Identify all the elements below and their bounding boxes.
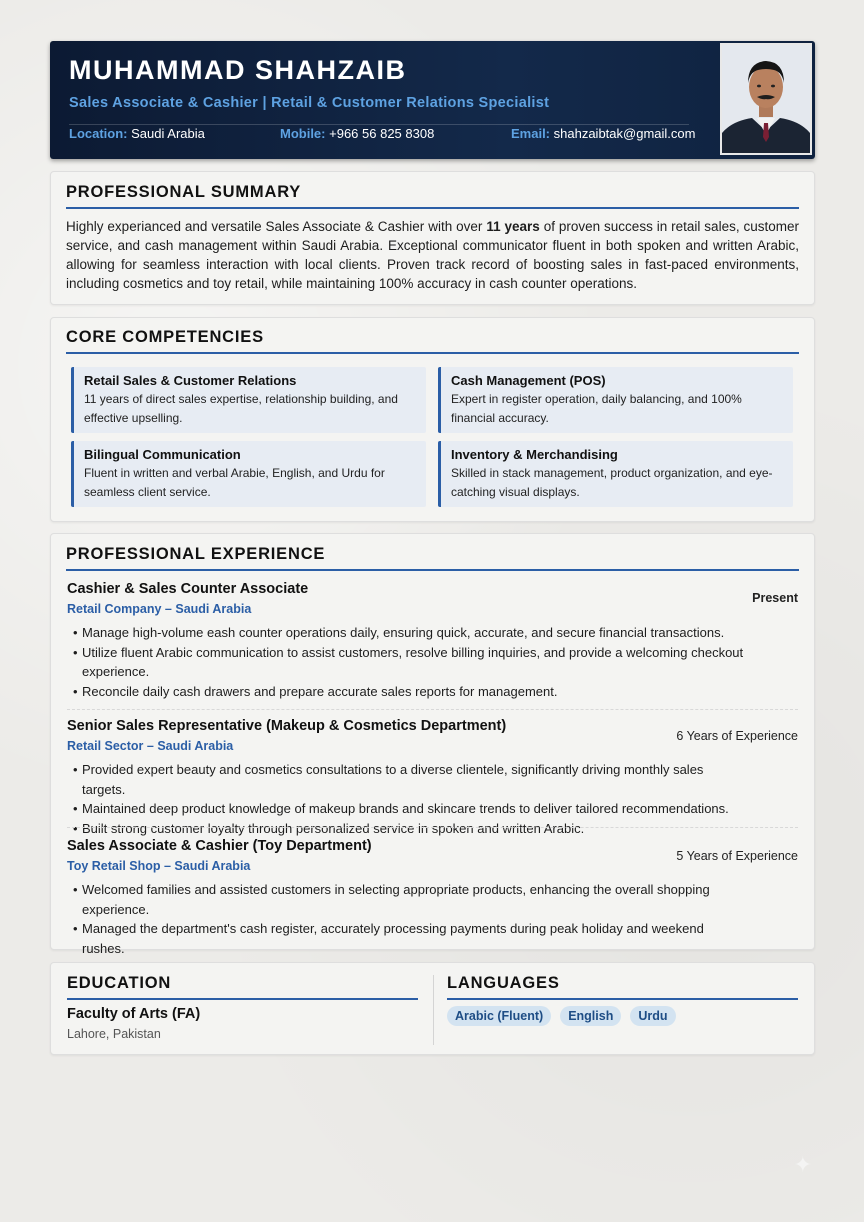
job-company: Retail Sector – Saudi Arabia: [67, 739, 234, 753]
competency-description: Skilled in stack management, product organization, and eye-catching visual displays.: [451, 466, 773, 499]
education-location: Lahore, Pakistan: [67, 1027, 161, 1041]
education-rule: [67, 998, 418, 1000]
email-value[interactable]: shahzaibtak@gmail.com: [553, 126, 696, 141]
summary-text-part1: Highly experianced and versatile Sales Associate & Cashier with over: [66, 219, 487, 234]
profile-photo: [720, 43, 812, 155]
sparkle-icon: ✦: [793, 1152, 812, 1177]
contact-email: [511, 126, 695, 141]
competency-card: [71, 441, 426, 507]
languages-list: [447, 1006, 676, 1026]
experience-rule: [66, 569, 799, 571]
job-bullet: • Built strong customer loyalty through personalized service in spoken and written Arabic.: [73, 819, 748, 839]
email-label: Email:: [511, 126, 551, 141]
mobile-value: +966 56 825 8308: [329, 126, 435, 141]
languages-rule: [447, 998, 798, 1000]
language-tag: Urdu: [630, 1006, 675, 1026]
contact-mobile: [280, 126, 434, 141]
contact-location: [69, 126, 205, 141]
summary-text-highlight: 11 years: [486, 219, 540, 234]
competency-title: Inventory & Merchandising: [451, 447, 618, 462]
competency-description: Fluent in written and verbal Arabie, English, and Urdu for seamless client service.: [84, 466, 385, 499]
location-label: Location:: [69, 126, 128, 141]
education-title: EDUCATION: [67, 974, 172, 992]
education-degree: Faculty of Arts (FA): [67, 1006, 201, 1022]
contact-divider: [69, 124, 689, 125]
competencies-title: CORE COMPETENCIES: [66, 328, 264, 346]
education-languages-section: [50, 962, 815, 1055]
job-bullet: • Reconcile daily cash drawers and prepare accurate sales reports for management.: [73, 682, 748, 702]
experience-section: [50, 533, 815, 956]
location-value: Saudi Arabia: [131, 126, 205, 141]
competency-title: Bilingual Communication: [84, 447, 241, 462]
job-duration: Present: [752, 591, 798, 605]
profile-photo-image: [722, 45, 810, 153]
job-duration: 6 Years of Experience: [676, 729, 798, 743]
job-duration: 5 Years of Experience: [676, 849, 798, 863]
job-bullet: • Managed the department's cash register, accurately processing payments during peak holiday and weekend rushes.: [73, 919, 748, 958]
job-bullet: • Manage high-volume eash counter operations daily, ensuring quick, accurate, and secure financial transactions.: [73, 623, 748, 643]
resume-header: [50, 41, 815, 159]
competency-card: [438, 441, 793, 507]
summary-title: PROFESSIONAL SUMMARY: [66, 183, 302, 201]
competency-title: Retail Sales & Customer Relations: [84, 373, 297, 388]
job-bullet: • Welcomed families and assisted customers in selecting appropriate products, enhancing the overall shopping experience.: [73, 880, 748, 919]
summary-section: [50, 171, 815, 305]
job-entry: [67, 581, 798, 701]
candidate-tagline: Sales Associate & Cashier | Retail & Customer Relations Specialist: [69, 95, 550, 111]
job-bullets: [73, 623, 748, 701]
job-entry: [67, 838, 798, 956]
job-bullet: • Utilize fluent Arabic communication to assist customers, resolve billing inquiries, and provide a welcoming checkout experience.: [73, 643, 748, 682]
mobile-label: Mobile:: [280, 126, 326, 141]
experience-title: PROFESSIONAL EXPERIENCE: [66, 545, 326, 563]
competencies-rule: [66, 352, 799, 354]
job-entry: [67, 718, 798, 836]
job-separator: [67, 827, 798, 828]
column-divider: [433, 975, 434, 1045]
language-tag: Arabic (Fluent): [447, 1006, 551, 1026]
job-company: Retail Company – Saudi Arabia: [67, 602, 252, 616]
job-title: Cashier & Sales Counter Associate: [67, 581, 309, 597]
job-title: Senior Sales Representative (Makeup & Cosmetics Department): [67, 718, 507, 734]
competency-card: [438, 367, 793, 433]
competencies-section: [50, 317, 815, 522]
competency-card: [71, 367, 426, 433]
competency-description: 11 years of direct sales expertise, relationship building, and effective upselling.: [84, 392, 398, 425]
job-title: Sales Associate & Cashier (Toy Department): [67, 838, 372, 854]
summary-text: [66, 217, 799, 293]
summary-rule: [66, 207, 799, 209]
candidate-name: MUHAMMAD SHAHZAIB: [69, 55, 407, 85]
languages-title: LANGUAGES: [447, 974, 560, 992]
job-bullet: • Provided expert beauty and cosmetics consultations to a diverse clientele, significantly driving monthly sales targets.: [73, 760, 748, 799]
job-separator: [67, 709, 798, 710]
job-company: Toy Retail Shop – Saudi Arabia: [67, 859, 251, 873]
competency-title: Cash Management (POS): [451, 373, 606, 388]
job-bullet: • Maintained deep product knowledge of makeup brands and skincare trends to deliver tailored recommendations.: [73, 799, 748, 819]
competency-description: Expert in register operation, daily balancing, and 100% financial accuracy.: [451, 392, 742, 425]
summary-text-part2: of proven success in retail sales, customer service, and cash management within Saudi Arabia. Exceptional communicator fluent in both spoken and written Arabic, allowing for seamless interaction with local clients. Proven track record of boosting sales in fast-paced environments, including cosmetics and toy retail, while maintaining 100% accuracy in cash counter operations.: [66, 219, 800, 291]
language-tag: English: [560, 1006, 621, 1026]
